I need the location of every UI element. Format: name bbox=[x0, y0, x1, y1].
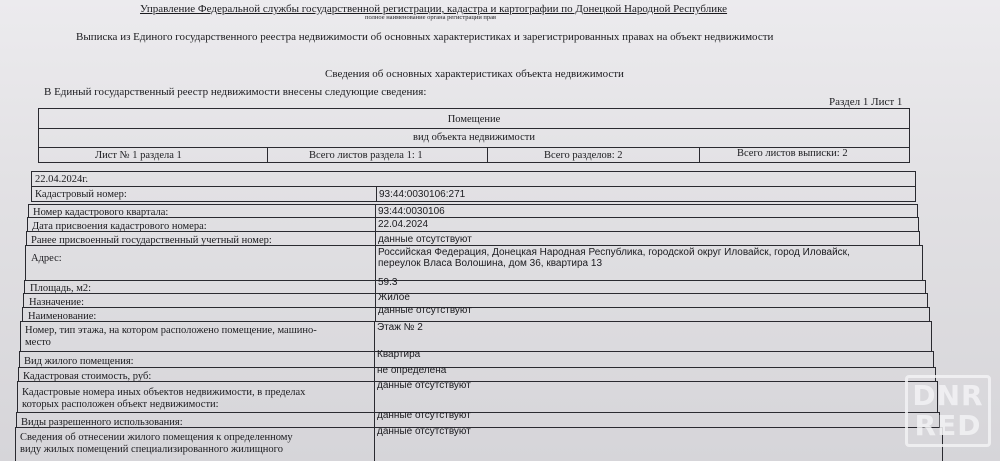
table-row bbox=[26, 231, 920, 246]
row-label: Ранее присвоенный государственный учетный номер: bbox=[31, 235, 272, 246]
table-row bbox=[28, 204, 918, 218]
row-value: переулок Власа Волошина, дом 36, квартира 13 bbox=[378, 258, 603, 269]
divider bbox=[374, 428, 375, 461]
object-type: Помещение bbox=[447, 114, 501, 125]
object-type-box bbox=[38, 108, 910, 129]
divider bbox=[376, 187, 377, 201]
row-label: виду жилых помещений специализированного жилищного bbox=[20, 444, 283, 455]
row-label: место bbox=[25, 337, 51, 348]
divider bbox=[699, 148, 700, 162]
row-value: Квартира bbox=[377, 349, 421, 360]
row-value: данные отсутствуют bbox=[377, 410, 471, 421]
row-value: 59.3 bbox=[378, 277, 398, 288]
table-row bbox=[16, 412, 940, 428]
divider bbox=[374, 413, 375, 427]
row-label: Кадастровая стоимость, руб: bbox=[23, 371, 152, 382]
row-value: данные отсутствуют bbox=[377, 380, 471, 391]
section-reference: Раздел 1 Лист 1 bbox=[829, 96, 903, 108]
divider bbox=[374, 352, 375, 367]
dnr-red-watermark bbox=[905, 375, 991, 447]
row-label: Номер, тип этажа, на котором расположено помещение, машино- bbox=[25, 325, 317, 336]
row-label: Дата присвоения кадастрового номера: bbox=[32, 221, 207, 232]
divider bbox=[374, 322, 375, 351]
extract-date: 22.04.2024г. bbox=[35, 174, 88, 185]
divider bbox=[487, 148, 488, 162]
row-value: не определена bbox=[377, 365, 447, 376]
divider bbox=[375, 294, 376, 307]
table-row bbox=[23, 293, 928, 308]
table-row bbox=[25, 245, 923, 281]
sections-total: Всего разделов: 2 bbox=[544, 150, 623, 161]
authority-name: Управление Федеральной службы государственной регистрации, кадастра и картографии по Донецкой Народной Республике bbox=[140, 3, 728, 15]
row-value: 93:44:0030106 bbox=[378, 206, 445, 217]
watermark-line2: RED bbox=[914, 409, 982, 442]
object-caption-box bbox=[38, 128, 910, 148]
row-value: Этаж № 2 bbox=[377, 322, 423, 333]
row-label: Площадь, м2: bbox=[30, 283, 92, 294]
row-label: Номер кадастрового квартала: bbox=[33, 207, 169, 218]
sheet-info-row bbox=[38, 147, 910, 163]
object-caption: вид объекта недвижимости bbox=[413, 132, 535, 143]
divider bbox=[267, 148, 268, 162]
divider bbox=[375, 205, 376, 217]
row-label: Вид жилого помещения: bbox=[24, 356, 134, 367]
cadastral-label: Кадастровый номер: bbox=[35, 189, 127, 200]
intro-text: В Единый государственный реестр недвижимости внесены следующие сведения: bbox=[44, 86, 427, 98]
sheets-in-section: Всего листов раздела 1: 1 bbox=[309, 150, 423, 161]
table-row bbox=[18, 367, 936, 382]
row-value: Российская Федерация, Донецкая Народная Республика, городской округ Иловайск, город Иловайск, bbox=[378, 247, 850, 258]
divider bbox=[374, 368, 375, 381]
section-heading: Сведения об основных характеристиках объекта недвижимости bbox=[325, 68, 624, 80]
row-value: данные отсутствуют bbox=[378, 234, 472, 245]
row-value: Жилое bbox=[378, 292, 410, 303]
row-value: данные отсутствуют bbox=[377, 426, 471, 437]
row-label: Виды разрешенного использования: bbox=[21, 417, 183, 428]
divider bbox=[375, 232, 376, 245]
sheet-number: Лист № 1 раздела 1 bbox=[95, 150, 182, 161]
divider bbox=[374, 382, 375, 412]
row-value: 22.04.2024 bbox=[378, 219, 429, 230]
table-row bbox=[27, 217, 919, 232]
date-row bbox=[31, 171, 916, 187]
table-row bbox=[17, 381, 938, 413]
table-row bbox=[19, 351, 934, 368]
table-row bbox=[22, 307, 930, 322]
sheets-total: Всего листов выписки: 2 bbox=[737, 148, 848, 159]
table-row bbox=[20, 321, 932, 352]
row-label: Сведения об отнесении жилого помещения к определенному bbox=[20, 432, 293, 443]
watermark-line1: DNR bbox=[912, 379, 984, 412]
table-row bbox=[24, 277, 926, 294]
authority-caption: полное наименование органа регистрации прав bbox=[365, 14, 497, 21]
divider bbox=[375, 308, 376, 321]
row-label: которых расположен объект недвижимости: bbox=[22, 399, 219, 410]
table-row bbox=[15, 427, 943, 461]
divider bbox=[375, 218, 376, 231]
row-value: данные отсутствуют bbox=[378, 305, 472, 316]
extract-title: Выписка из Единого государственного реестра недвижимости об основных характеристиках и зарегистрированных правах на объект недвижимости bbox=[76, 31, 774, 43]
row-label: Назначение: bbox=[29, 297, 85, 308]
cadastral-value: 93:44:0030106:271 bbox=[379, 189, 466, 200]
row-label: Наименование: bbox=[28, 311, 97, 322]
cadastral-row bbox=[31, 186, 916, 202]
divider bbox=[375, 246, 376, 280]
row-label: Адрес: bbox=[31, 253, 62, 264]
row-label: Кадастровые номера иных объектов недвижимости, в пределах bbox=[22, 387, 306, 398]
divider bbox=[375, 281, 376, 293]
